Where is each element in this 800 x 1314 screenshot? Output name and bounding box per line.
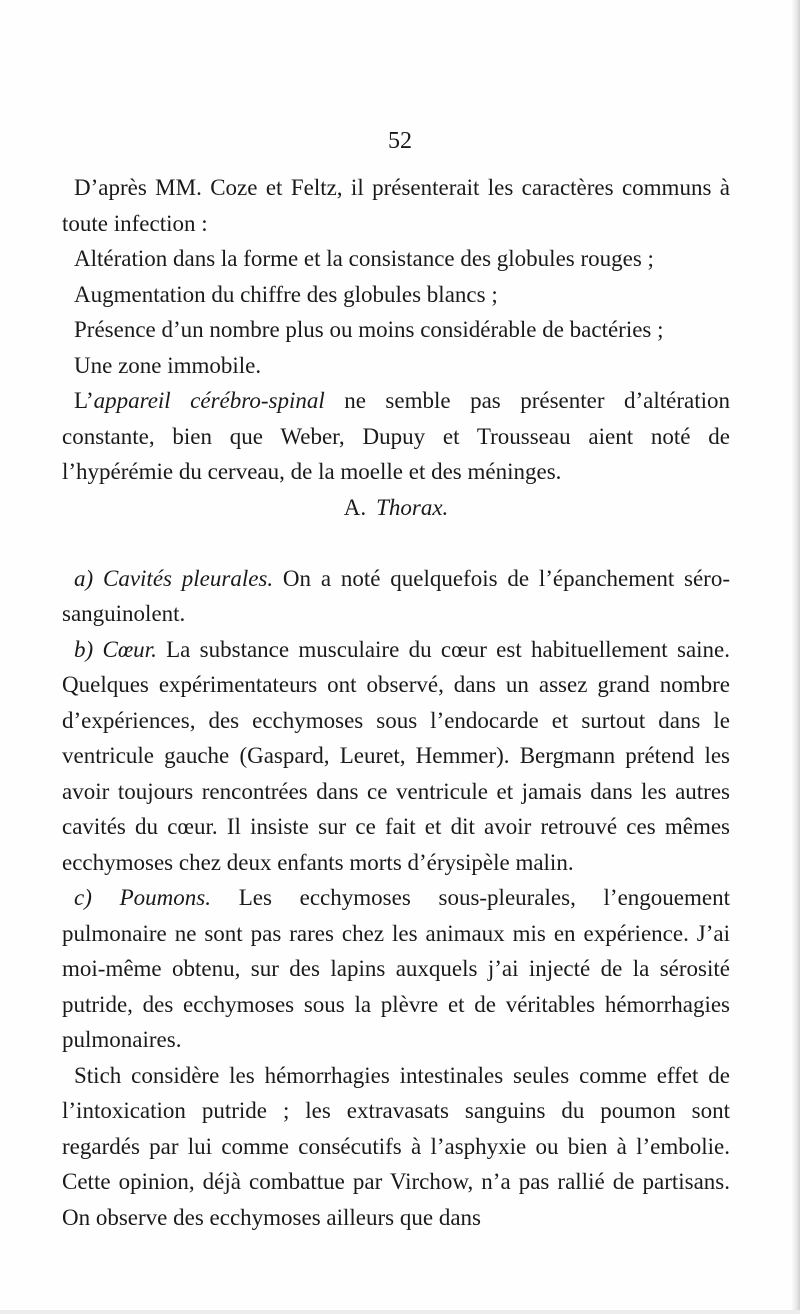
subsection-marker: b) bbox=[74, 636, 94, 662]
section-title: Thorax. bbox=[376, 494, 449, 520]
subsection-title: Cœur. bbox=[102, 636, 157, 662]
cerebro-spinal-text: ne semble pas présenter d’altération constante, bien que Weber, Dupuy et Trousseau aient noté de l’hypérémie du cerveau, de la moelle et des méninges. bbox=[62, 388, 730, 484]
subsection-lungs bbox=[62, 880, 730, 1058]
page-number: 52 bbox=[388, 128, 412, 154]
list-item-red-globules: Altération dans la forme et la consistance des globules rouges ; bbox=[74, 246, 654, 271]
subsection-pleural bbox=[62, 561, 730, 632]
subsection-marker: a) bbox=[74, 565, 94, 591]
text-body bbox=[62, 170, 730, 1235]
page-edge-shadow bbox=[792, 0, 800, 1314]
subsection-title: Poumons. bbox=[119, 885, 211, 910]
paragraph-lead: L’ bbox=[74, 388, 94, 413]
cerebro-spinal-term: appareil cérébro-spinal bbox=[93, 388, 325, 413]
list-item-bacteria: Présence d’un nombre plus ou moins considérable de bactéries ; bbox=[74, 317, 664, 342]
subsection-marker: c) bbox=[74, 885, 92, 910]
closing-paragraph: Stich considère les hémorrhagies intestinales seules comme effet de l’intoxication putride ; les extravasats sanguins du poumon sont regardés par lui comme consécutifs à l’asphyxie ou bien à l’embolie. Cette opinion, déjà combattue par Virchow, n’a pas rallié de partisans. On observe des ecchymoses ailleurs que dans bbox=[62, 1062, 730, 1230]
list-item-white-globules: Augmentation du chiffre des globules blancs ; bbox=[74, 281, 498, 307]
section-heading bbox=[62, 490, 730, 526]
subsection-heart bbox=[62, 632, 730, 881]
page-bottom-edge bbox=[0, 1310, 800, 1314]
subsection-title: Cavités pleurales. bbox=[102, 565, 274, 591]
intro-paragraph: D’après MM. Coze et Feltz, il présenterait les caractères communs à toute infection : bbox=[62, 175, 730, 236]
section-label: A. bbox=[343, 494, 367, 520]
list-item-immobile-zone: Une zone immobile. bbox=[74, 352, 262, 378]
subsection-text: On a noté quelquefois de l’épanchement séro-sanguinolent. bbox=[62, 565, 730, 626]
subsection-text: La substance musculaire du cœur est habituellement saine. Quelques expérimentateurs ont observé, dans un assez grand nombre d’expériences, des ecchymoses sous l’endocarde et surtout dans le ventricule gauche (Gaspard, Leuret, Hemmer). Bergmann prétend les avoir toujours rencontrées dans ce ventricule et jamais dans les autres cavités du cœur. Il insiste sur ce fait et dit avoir retrouvé ces mêmes ecchymoses chez deux enfants morts d’érysipèle malin. bbox=[62, 636, 731, 875]
subsection-text: Les ecchymoses sous-pleurales, l’engouement pulmonaire ne sont pas rares chez les animaux mis en expérience. J’ai moi-même obtenu, sur des lapins auxquels j’ai injecté de la sérosité putride, des ecchymoses sous la plèvre et de véritables hémorrhagies pulmonaires. bbox=[62, 885, 730, 1052]
cerebro-spinal-paragraph bbox=[62, 383, 730, 490]
